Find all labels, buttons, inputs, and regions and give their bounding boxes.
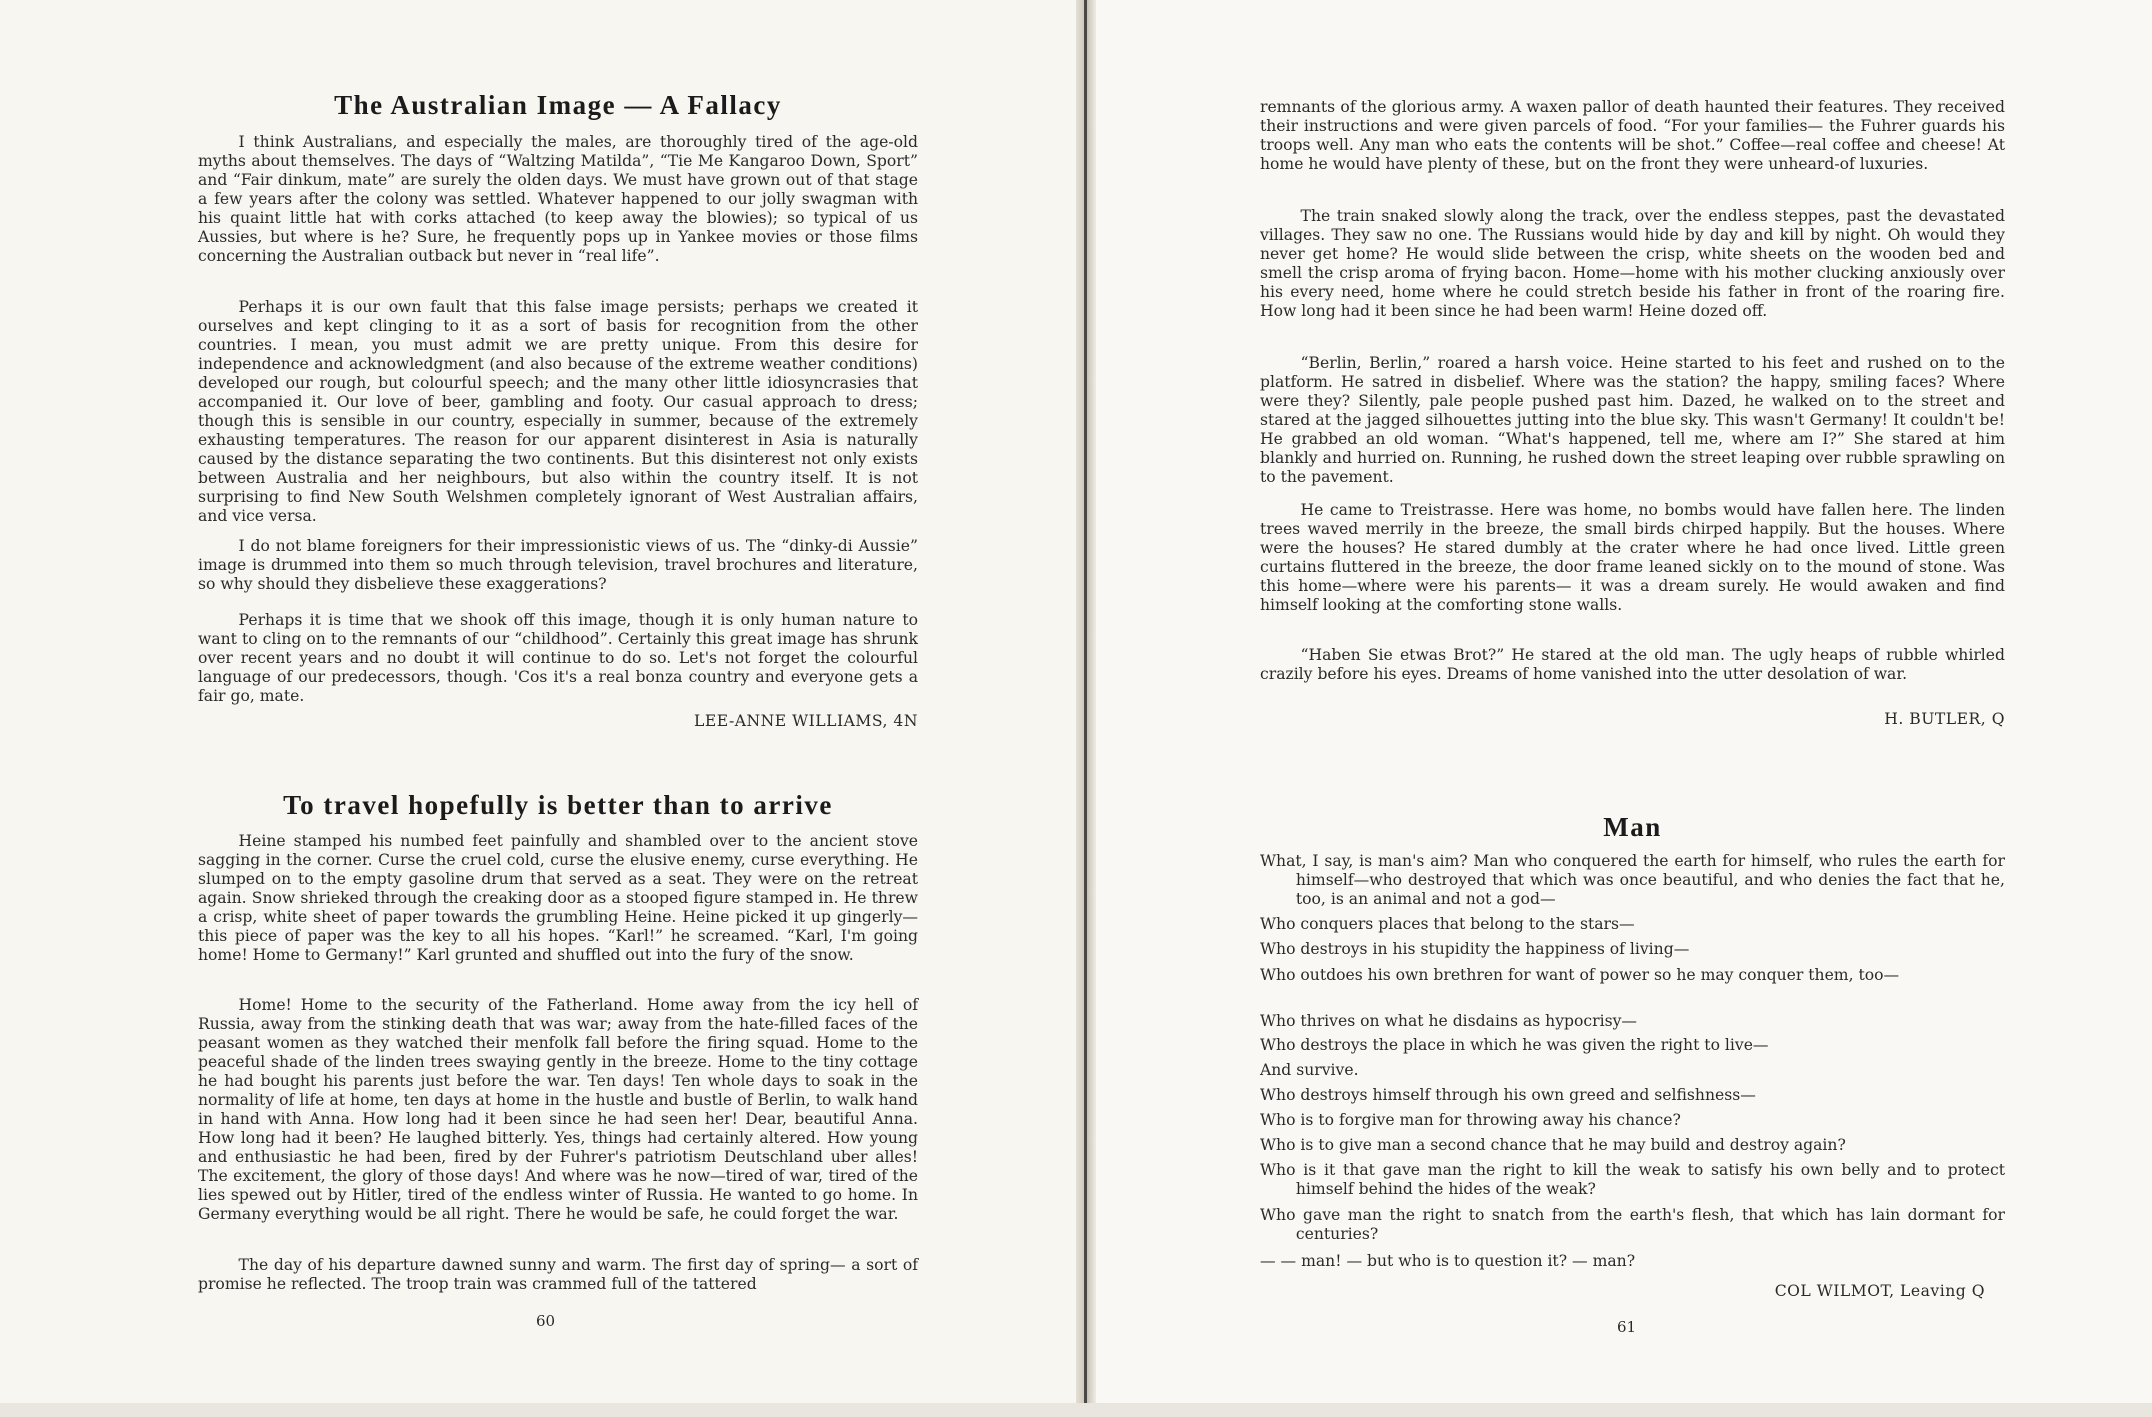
poem-title-man: Man xyxy=(1603,812,1662,842)
poem-line-2: Who conquers places that belong to the stars— xyxy=(1260,915,1635,933)
continuation-signature: H. BUTLER, Q xyxy=(1884,710,2005,728)
bottom-edge xyxy=(0,1403,2152,1417)
article-title-australian-image: The Australian Image — A Fallacy xyxy=(334,90,782,120)
article2-paragraph-3: The day of his departure dawned sunny and warm. The first day of spring— a sort of promise he reflected. The troop train was crammed full of the tattered xyxy=(198,1256,918,1293)
article1-paragraph-1: I think Australians, and especially the males, are thoroughly tired of the age-old myths about themselves. The days of “Waltzing Matilda”, “Tie Me Kangaroo Down, Sport” and “Fair dinkum, mate” are surely the olden days. We must have grown out of that stage a few years after the colony was settled. Whatever happened to our jolly swagman with his quaint little hat with corks attached (to keep away the blowies); so typical of us Aussies, but where is he? Sure, he frequently pops up in Yankee movies or those films concerning the Australian outback but never in “real life”. xyxy=(198,133,918,265)
poem-signature: COL WILMOT, Leaving Q xyxy=(1774,1282,1985,1300)
poem-line-6: Who destroys the place in which he was given the right to live— xyxy=(1260,1036,1769,1054)
continuation-paragraph-4: He came to Treistrasse. Here was home, no bombs would have fallen here. The linden trees waved merrily in the breeze, the small birds chirped happily. But the houses. Where were the houses? He stared dumbly at the crater where he had once lived. Little green curtains fluttered in the breeze, the door frame leaned sickly on to the mound of stone. Was this home—where were his parents— it was a dream surely. He would awaken and find himself looking at the comforting stone walls. xyxy=(1260,501,2005,614)
page-number-right: 61 xyxy=(1617,1318,1637,1336)
continuation-paragraph-1: remnants of the glorious army. A waxen pallor of death haunted their features. They received their instructions and were given parcels of food. “For your families— the Fuhrer guards his troops well. Any man who eats the contents will be shot.” Coffee—real coffee and cheese! At home he would have plenty of these, but on the front they were unheard-of luxuries. xyxy=(1260,98,2005,173)
article1-paragraph-4: Perhaps it is time that we shook off this image, though it is only human nature to want to cling on to the remnants of our “childhood”. Certainly this great image has shrunk over recent years and no doubt it will continue to do so. Let's not forget the colourful language of our predecessors, though. 'Cos it's a real bonza country and everyone gets a fair go, mate. xyxy=(198,611,918,705)
continuation-paragraph-3: “Berlin, Berlin,” roared a harsh voice. Heine started to his feet and rushed on to the platform. He satred in disbelief. Where was the station? the happy, smiling faces? Where were they? Silently, pale people pushed past him. Dazed, he walked on to the street and stared at the jagged silhouettes jutting into the blue sky. This wasn't Germany! It couldn't be! He grabbed an old woman. “What's happened, tell me, where am I?” She stared at him blankly and hurried on. Running, he rushed down the street leaping over rubble sprawling on to the pavement. xyxy=(1260,354,2005,486)
poem-line-10: Who is to give man a second chance that he may build and destroy again? xyxy=(1260,1136,1846,1154)
poem-line-8: Who destroys himself through his own greed and selfishness— xyxy=(1260,1086,1756,1104)
poem-line-13: — — man! — but who is to question it? — man? xyxy=(1260,1252,1636,1270)
poem-line-9: Who is to forgive man for throwing away his chance? xyxy=(1260,1111,1681,1129)
article1-paragraph-2: Perhaps it is our own fault that this false image persists; perhaps we created it ourselves and kept clinging to it as a sort of basis for recognition from the other countries. I mean, you must admit we are pretty unique. From this desire for independence and acknowledgment (and also because of the extreme weather conditions) developed our rough, but colourful speech; and the many other little idiosyncrasies that accompanied it. Our love of beer, gambling and footy. Our casual approach to dress; though this is sensible in our country, especially in summer, because of the extremely exhausting temperatures. The reason for our apparent disinterest in Asia is naturally caused by the distance separating the two continents. But this disinterest not only exists between Australia and her neighbours, but also within the country itself. It is not surprising to find New South Welshmen completely ignorant of West Australian affairs, and vice versa. xyxy=(198,298,918,525)
gutter-shadow-line xyxy=(1084,0,1087,1417)
poem-line-12: Who gave man the right to snatch from the earth's flesh, that which has lain dormant for centuries? xyxy=(1260,1206,2005,1243)
continuation-paragraph-2: The train snaked slowly along the track, over the endless steppes, past the devastated villages. They saw no one. The Russians would hide by day and kill by night. Oh would they never get home? He would slide between the crisp, white sheets on the wooden bed and smell the crisp aroma of frying bacon. Home—home with his mother clucking anxiously over his every need, home where he could stretch beside his father in front of the roaring fire. How long had it been since he had been warm! Heine dozed off. xyxy=(1260,207,2005,320)
article1-signature: LEE-ANNE WILLIAMS, 4N xyxy=(694,712,918,730)
article2-paragraph-2: Home! Home to the security of the Fatherland. Home away from the icy hell of Russia, away from the stinking death that was war; away from the hate-filled faces of the peasant women as they watched their menfolk fall before the firing squad. Home to the peaceful shade of the linden trees swaying gently in the breeze. Home to the tiny cottage he had bought his parents just before the war. Ten days! Ten whole days to soak in the normality of life at home, ten days at home in the hustle and bustle of Berlin, to walk hand in hand with Anna. How long had it been since he had seen her! Dear, beautiful Anna. How long had it been? He laughed bitterly. Yes, things had certainly altered. How young and enthusiastic he had been, fired by der Fuhrer's patriotism Deutschland uber alles! The excitement, the glory of those days! And where was he now—tired of war, tired of the lies spewed out by Hitler, tired of the endless winter of Russia. He wanted to go home. In Germany everything would be all right. There he would be safe, he could forget the war. xyxy=(198,996,918,1223)
article-title-travel-hopefully: To travel hopefully is better than to arrive xyxy=(283,790,833,820)
article1-paragraph-3: I do not blame foreigners for their impressionistic views of us. The “dinky-di Aussie” image is drummed into them so much through television, travel brochures and literature, so why should they disbelieve these exaggerations? xyxy=(198,537,918,593)
page-number-left: 60 xyxy=(536,1312,556,1330)
poem-line-7: And survive. xyxy=(1260,1061,1359,1079)
poem-line-3: Who destroys in his stupidity the happiness of living— xyxy=(1260,940,1690,958)
poem-line-1: What, I say, is man's aim? Man who conquered the earth for himself, who rules the earth for himself—who destroyed that which was once beautiful, and who denies the fact that he, too, is an animal and not a god— xyxy=(1260,852,2005,908)
poem-line-11: Who is it that gave man the right to kill the weak to satisfy his own belly and to protect himself behind the hides of the weak? xyxy=(1260,1161,2005,1198)
poem-line-4: Who outdoes his own brethren for want of power so he may conquer them, too— xyxy=(1260,966,1900,984)
article2-paragraph-1: Heine stamped his numbed feet painfully and shambled over to the ancient stove sagging in the corner. Curse the cruel cold, curse the elusive enemy, curse everything. He slumped on to the empty gasoline drum that served as a seat. They were on the retreat again. Snow shrieked through the creaking door as a stooped figure stamped in. He threw a crisp, white sheet of paper towards the grumbling Heine. Heine picked it up gingerly—this piece of paper was the key to all his hopes. “Karl!” he screamed. “Karl, I'm going home! Home to Germany!” Karl grunted and shuffled out into the fury of the snow. xyxy=(198,832,918,964)
poem-line-5: Who thrives on what he disdains as hypocrisy— xyxy=(1260,1012,1637,1030)
continuation-paragraph-5: “Haben Sie etwas Brot?” He stared at the old man. The ugly heaps of rubble whirled crazily before his eyes. Dreams of home vanished into the utter desolation of war. xyxy=(1260,646,2005,683)
